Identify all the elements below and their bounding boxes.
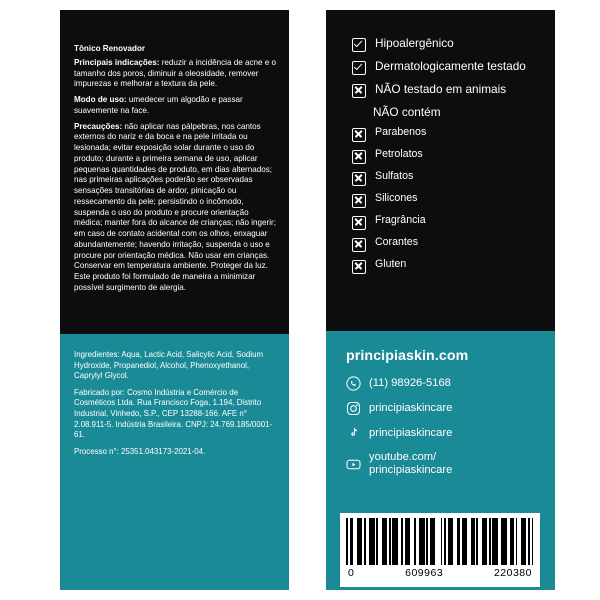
warnings-label: Precauções: xyxy=(74,121,123,131)
usage-paragraph xyxy=(74,95,277,117)
barcode xyxy=(340,513,540,587)
left-panel-black-section xyxy=(60,10,289,334)
free-from-label: Silicones xyxy=(375,192,418,204)
website-text[interactable]: principiaskin.com xyxy=(346,348,469,364)
cross-box-icon xyxy=(352,84,366,98)
product-box-right-panel xyxy=(326,10,555,590)
claim-row xyxy=(352,36,541,52)
free-from-row xyxy=(352,258,541,274)
check-box-icon xyxy=(352,38,366,52)
youtube-row[interactable] xyxy=(346,451,543,478)
barcode-digit-left: 0 xyxy=(348,567,355,579)
right-panel-teal-section xyxy=(326,331,555,590)
free-from-label: Gluten xyxy=(375,258,407,270)
usage-label: Modo de uso: xyxy=(74,95,127,104)
product-box-left-panel xyxy=(60,10,289,590)
phone-text: (11) 98926-5168 xyxy=(369,376,451,389)
barcode-bars xyxy=(346,518,534,565)
indications-label: Principais indicações: xyxy=(74,57,160,67)
free-from-row xyxy=(352,148,541,164)
free-from-heading: NÃO contém xyxy=(373,105,441,119)
phone-row[interactable] xyxy=(346,376,543,391)
tiktok-icon xyxy=(346,426,361,441)
cross-box-icon xyxy=(352,260,366,274)
claim-label: NÃO testado em animais xyxy=(375,82,507,96)
barcode-group-1: 609963 xyxy=(405,567,444,579)
cross-box-icon xyxy=(352,150,366,164)
process-number-text: Processo n°: 25351.043173-2021-04. xyxy=(74,446,206,456)
manufacturer-text: Fabricado por: Cosmo Indústria e Comércio de Cosméticos Ltda. Rua Francisco Foga, 1.194, Distrito Industrial, Vinhedo, S.P., CEP 13288-166. AFE n° 2.08.911-5. Indústria Brasileira. CNPJ: 24.769.185/0001-61. xyxy=(74,387,273,440)
cross-box-icon xyxy=(352,194,366,208)
cross-box-icon xyxy=(352,238,366,252)
youtube-line-2: principiaskincare xyxy=(369,464,453,477)
cross-box-icon xyxy=(352,172,366,186)
regulatory-copy xyxy=(74,350,275,463)
cross-box-icon xyxy=(352,128,366,142)
cross-box-icon xyxy=(352,216,366,230)
free-from-row xyxy=(352,214,541,230)
barcode-group-2: 220380 xyxy=(493,567,532,579)
instagram-row[interactable] xyxy=(346,401,543,416)
free-from-label: Fragrância xyxy=(375,214,426,226)
check-box-icon xyxy=(352,61,366,75)
indications-paragraph xyxy=(74,58,277,90)
free-from-label: Petrolatos xyxy=(375,148,423,160)
youtube-text xyxy=(369,451,452,478)
product-name: Tônico Renovador xyxy=(74,44,146,53)
tiktok-row[interactable] xyxy=(346,426,543,441)
left-panel-teal-section xyxy=(60,334,289,590)
free-from-row xyxy=(352,170,541,186)
claim-row xyxy=(352,82,541,98)
claim-label: Hipoalergênico xyxy=(375,36,454,50)
tiktok-handle: principiaskincare xyxy=(369,426,453,439)
claim-row xyxy=(352,59,541,75)
free-from-label: Corantes xyxy=(375,236,418,248)
instagram-icon xyxy=(346,401,361,416)
instagram-handle: principiaskincare xyxy=(369,401,453,414)
free-from-label: Parabenos xyxy=(375,126,427,138)
usage-text: umedecer um algodão e passar suavemente na face. xyxy=(74,95,243,115)
ingredients-text: Ingredientes: Aqua, Lactic Acid, Salicylic Acid, Sodium Hydroxide, Propanediol, Alcohol, Phenoxyethanol, Caprylyl Glycol. xyxy=(74,350,264,381)
free-from-row xyxy=(352,236,541,252)
warnings-paragraph xyxy=(74,122,277,294)
whatsapp-icon xyxy=(346,376,361,391)
barcode-digits xyxy=(346,565,534,579)
warnings-text: não aplicar nas pálpebras, nos cantos externos do nariz e da boca e na pele irritada ou lesionada; evitar exposição solar durante o uso do produto; durante a primeira semana de uso, aplicar pequenas quantidades de produto, em dias alternados; nas primeiras aplicações poderão ser observadas sensações transitórias de ardor, pinicação ou ressecamento da pele; persistindo o incômodo, suspenda o uso do produto e procure orientação médica; manter fora do alcance de crianças; não ingerir; em caso de contato acidental com os olhos, enxaguar abundantemente; havendo irritação, suspenda o uso e procure por orientação médica. Não usar em crianças. Conservar em temperatura ambiente. Proteger da luz. Este produto foi formulado de maneira a minimizar possível surgimento de alergia. xyxy=(74,121,276,292)
left-panel-copy xyxy=(74,44,277,299)
indications-text: reduzir a incidência de acne e o tamanho dos poros, diminuir a oleosidade, remover impurezas e melhorar a textura da pele. xyxy=(74,57,277,89)
free-from-row xyxy=(352,192,541,208)
free-from-row xyxy=(352,126,541,142)
claim-label: Dermatologicamente testado xyxy=(375,59,526,73)
right-panel-black-section xyxy=(326,10,555,331)
contact-block xyxy=(346,348,543,488)
youtube-icon xyxy=(346,457,361,472)
free-from-label: Sulfatos xyxy=(375,170,414,182)
claims-list xyxy=(352,36,541,280)
youtube-line-1: youtube.com/ xyxy=(369,451,437,463)
